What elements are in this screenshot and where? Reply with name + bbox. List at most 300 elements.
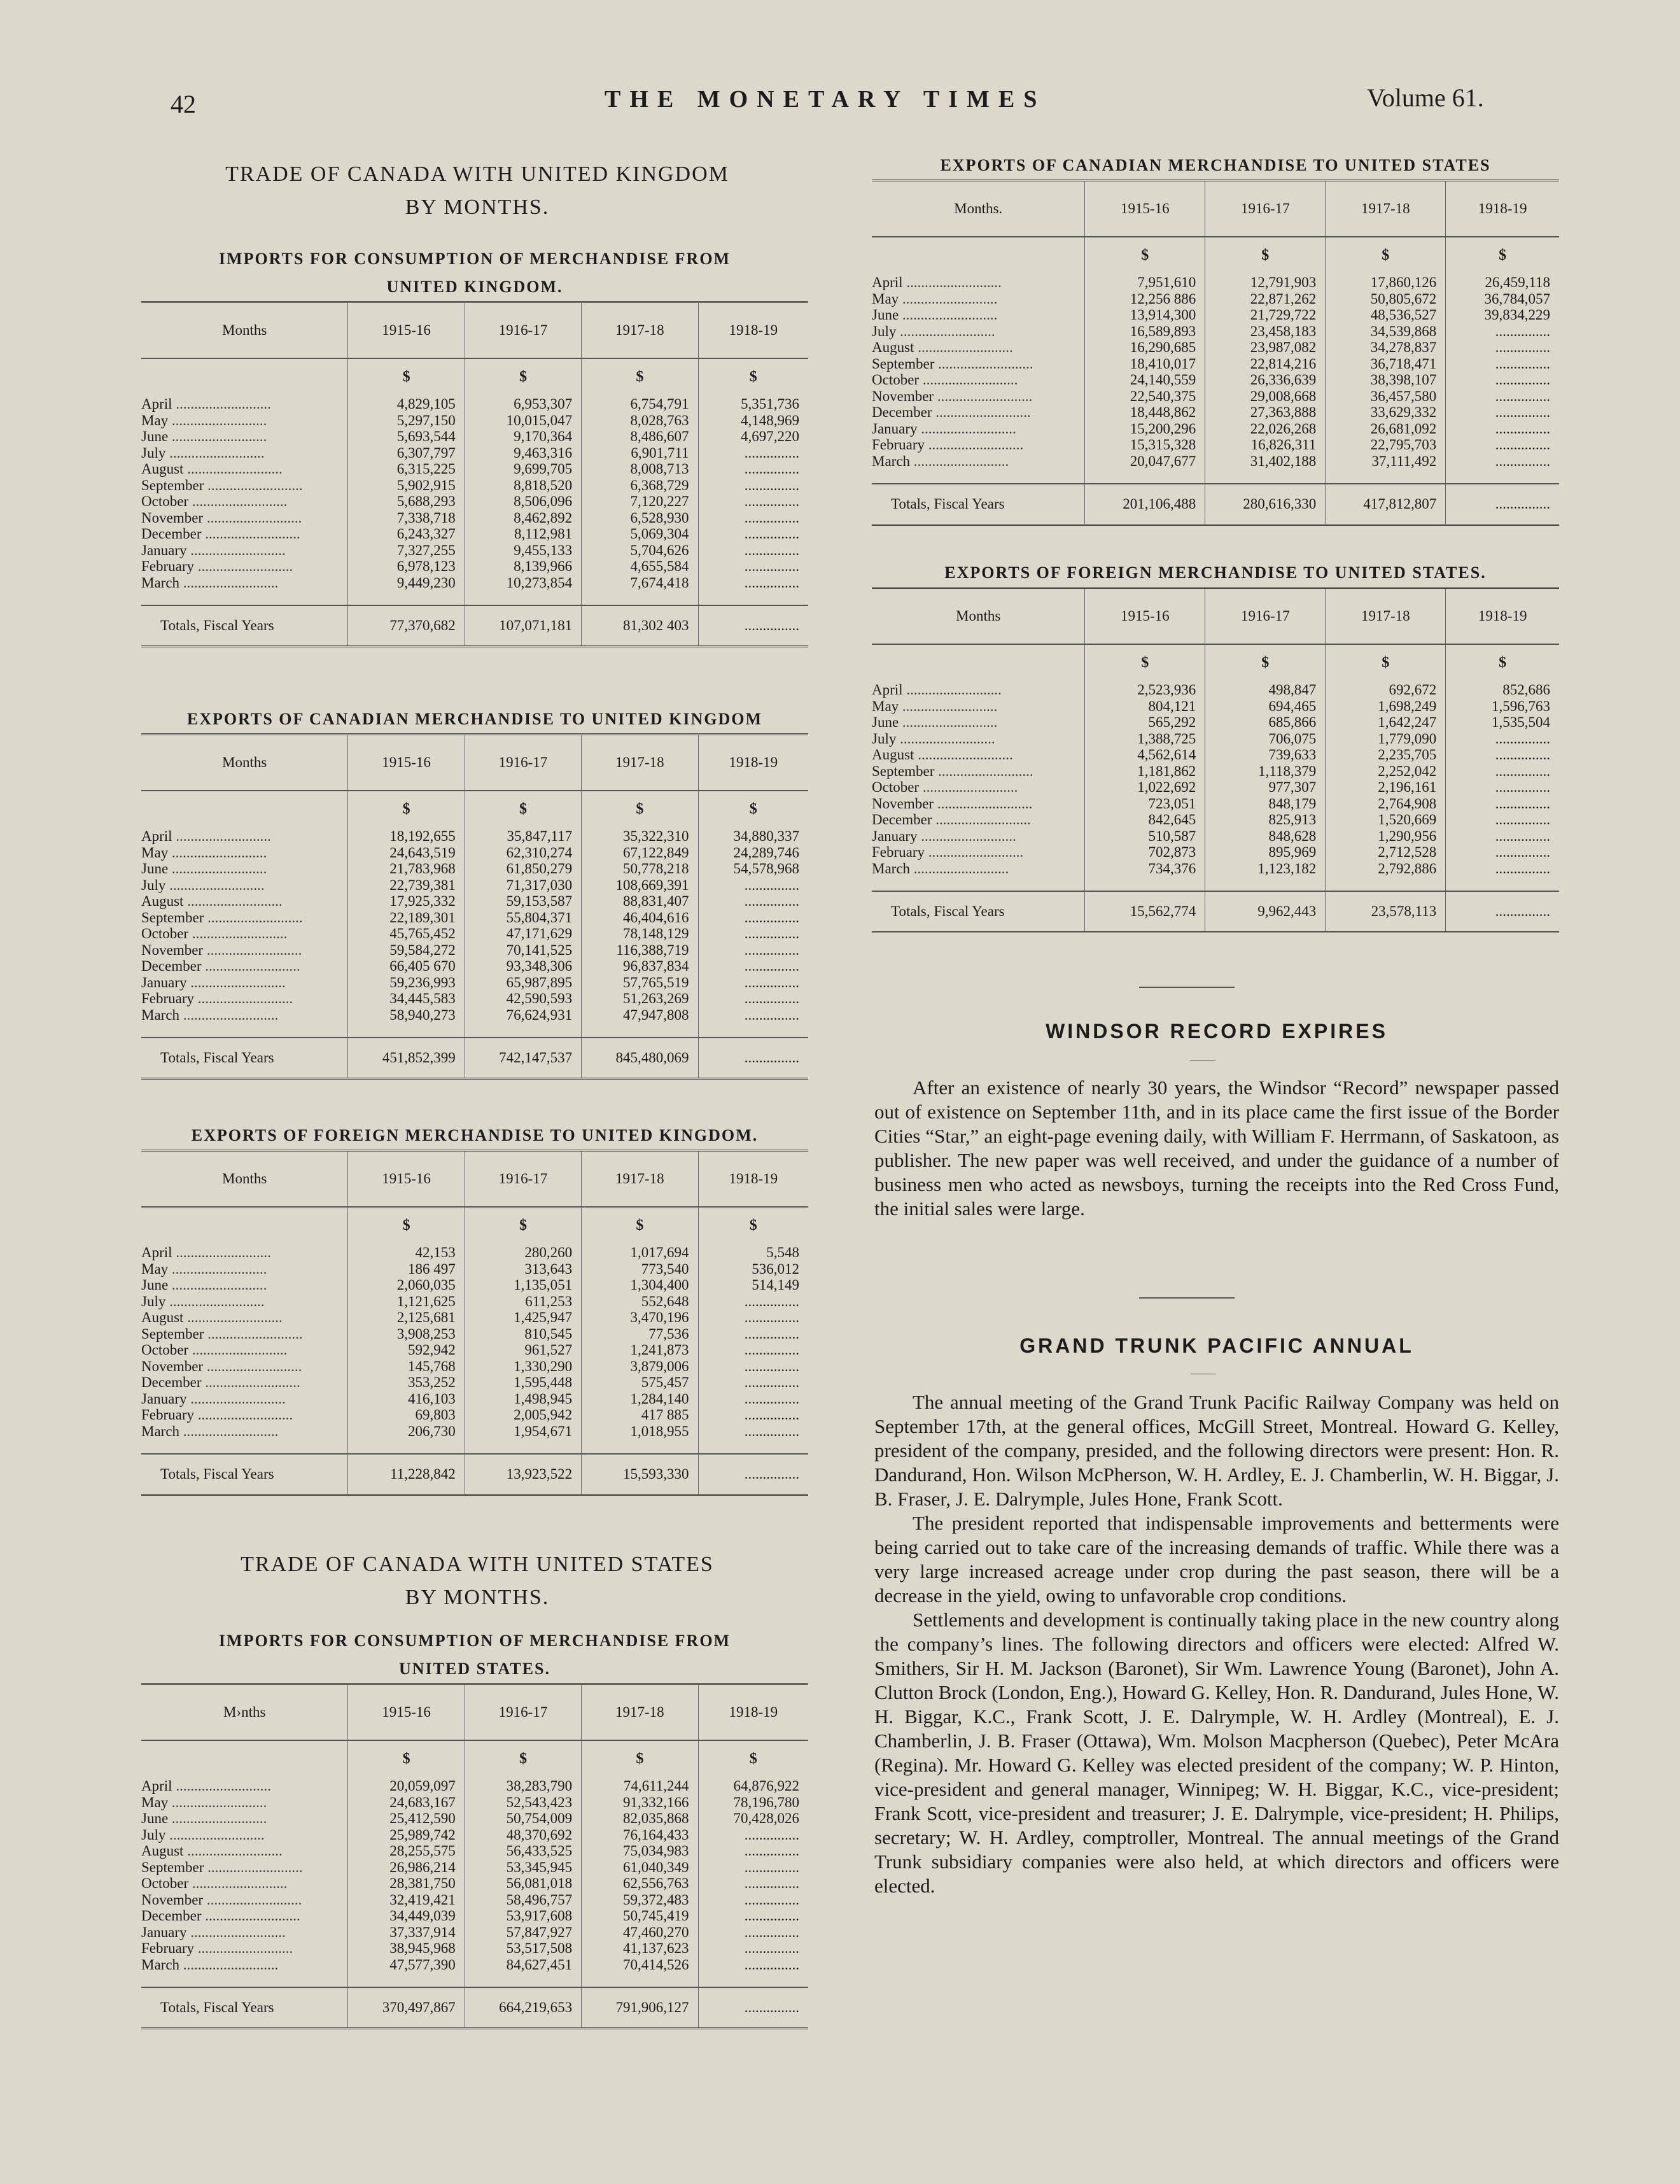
table-row (141, 1309, 808, 1326)
column-header: 1917-18 (582, 1684, 698, 1741)
us-section-title-line2: BY MONTHS. (405, 1586, 550, 1609)
month-cell (141, 493, 348, 510)
value-cell: 47,577,390 (348, 1957, 465, 1973)
month-label: February (141, 990, 195, 1006)
value-cell: ............... (1446, 796, 1559, 812)
month-label: July (141, 444, 166, 461)
month-cell (141, 428, 348, 445)
month-cell (141, 1358, 348, 1375)
total-value-cell: ............... (698, 605, 808, 647)
value-cell: ............... (1446, 323, 1559, 340)
value-cell: 702,873 (1085, 844, 1205, 861)
value-cell: 26,681,092 (1326, 421, 1446, 437)
value-cell: 9,463,316 (465, 445, 581, 461)
value-cell: ............... (698, 1326, 808, 1342)
month-cell (141, 877, 348, 894)
windsor-heading: WINDSOR RECORD EXPIRES (1046, 1020, 1388, 1043)
month-cell (141, 828, 348, 845)
currency-row (141, 358, 808, 396)
currency-symbol: $ (1446, 237, 1559, 274)
value-cell: 55,804,371 (465, 910, 581, 926)
month-cell (141, 1261, 348, 1278)
value-cell: 6,307,797 (348, 445, 465, 461)
value-cell: 4,697,220 (698, 428, 808, 445)
value-cell: 2,252,042 (1326, 763, 1446, 780)
month-label: June (141, 1277, 169, 1293)
month-cell (141, 910, 348, 926)
month-cell (872, 812, 1085, 828)
table-row (141, 942, 808, 959)
month-cell (141, 942, 348, 959)
value-cell: 37,111,492 (1326, 453, 1446, 470)
value-cell: 694,465 (1205, 698, 1326, 715)
value-cell: 1,017,694 (582, 1244, 698, 1261)
value-cell: 7,338,718 (348, 510, 465, 526)
leader-dots: .......................... (172, 828, 271, 844)
value-cell: 12,791,903 (1205, 274, 1326, 291)
leader-dots: .......................... (899, 698, 998, 714)
column-header: 1916-17 (1205, 181, 1326, 237)
value-cell: ............... (698, 1908, 808, 1924)
value-cell: 773,540 (582, 1261, 698, 1278)
currency-symbol: $ (582, 358, 698, 396)
table-row (141, 1892, 808, 1908)
month-cell (872, 339, 1085, 356)
month-label: January (872, 420, 918, 437)
currency-symbol: $ (582, 791, 698, 828)
leader-dots: .......................... (165, 1293, 265, 1309)
month-cell (872, 437, 1085, 453)
value-cell: 5,297,150 (348, 412, 465, 429)
month-cell (141, 1940, 348, 1957)
currency-symbol: $ (698, 358, 808, 396)
month-label: March (141, 574, 180, 591)
month-label: April (872, 682, 903, 698)
value-cell: ............... (698, 1940, 808, 1957)
value-cell: 50,778,218 (582, 861, 698, 877)
currency-symbol: $ (465, 1740, 581, 1778)
value-cell: 34,449,039 (348, 1908, 465, 1924)
leader-dots: .......................... (168, 1810, 267, 1826)
leader-dots: .......................... (168, 1794, 267, 1810)
value-cell: ............... (698, 975, 808, 991)
month-cell (141, 1859, 348, 1876)
value-cell: 69,803 (348, 1407, 465, 1423)
value-cell: 417 885 (582, 1407, 698, 1423)
value-cell: 15,315,328 (1085, 437, 1205, 453)
data-table (141, 301, 808, 647)
leader-dots: .......................... (183, 1843, 283, 1859)
month-cell (141, 1374, 348, 1391)
value-cell: 29,008,668 (1205, 388, 1326, 405)
table-row (872, 453, 1559, 470)
month-cell (872, 274, 1085, 291)
value-cell: ............... (698, 1924, 808, 1941)
page-number: 42 (171, 90, 196, 118)
column-header: 1915-16 (348, 1151, 465, 1208)
column-header: 1918-19 (698, 1684, 808, 1741)
month-label: August (141, 893, 184, 909)
month-cell (141, 1827, 348, 1843)
total-value-cell: 845,480,069 (582, 1038, 698, 1079)
leader-dots: .......................... (183, 893, 283, 909)
value-cell: ............... (698, 1309, 808, 1326)
value-cell: 1,121,625 (348, 1293, 465, 1310)
value-cell: ............... (698, 942, 808, 959)
table-header-row (872, 181, 1559, 237)
leader-dots: .......................... (910, 860, 1009, 877)
value-cell: 28,255,575 (348, 1843, 465, 1859)
table-row (872, 763, 1559, 780)
table-row (141, 975, 808, 991)
month-cell (141, 510, 348, 526)
value-cell: 961,527 (465, 1342, 581, 1358)
column-header: 1917-18 (582, 1151, 698, 1208)
value-cell: 313,643 (465, 1261, 581, 1278)
table-title-line1: EXPORTS OF FOREIGN MERCHANDISE TO UNITED KINGDOM. (191, 1126, 759, 1145)
table-row (141, 1277, 808, 1293)
table-row (141, 877, 808, 894)
leader-dots: .......................... (179, 1423, 279, 1439)
table-row (872, 437, 1559, 453)
leader-dots: .......................... (914, 339, 1013, 355)
value-cell: ............... (698, 1391, 808, 1407)
month-label: October (872, 779, 920, 795)
total-value-cell: ............... (698, 1038, 808, 1079)
month-cell (141, 1342, 348, 1358)
month-label: October (141, 926, 189, 941)
leader-dots: .......................... (168, 428, 267, 444)
column-header: 1918-19 (698, 302, 808, 359)
currency-symbol: $ (348, 1740, 465, 1778)
value-cell: 16,826,311 (1205, 437, 1326, 453)
value-cell: 22,814,216 (1205, 356, 1326, 372)
leader-dots: .......................... (932, 404, 1031, 420)
value-cell: 59,372,483 (582, 1892, 698, 1908)
column-header: M›nths (141, 1684, 348, 1741)
table-row (872, 698, 1559, 715)
data-table (141, 1683, 808, 2029)
value-cell: 1,181,862 (1085, 763, 1205, 780)
table-row (141, 1859, 808, 1876)
month-label: September (141, 477, 204, 493)
value-cell: 38,283,790 (465, 1778, 581, 1794)
value-cell: 50,745,419 (582, 1908, 698, 1924)
table-row (872, 274, 1559, 291)
column-header: Months (141, 735, 348, 791)
month-cell (141, 1957, 348, 1973)
month-label: November (141, 509, 204, 526)
value-cell: 22,795,703 (1326, 437, 1446, 453)
value-cell: 56,433,525 (465, 1843, 581, 1859)
value-cell: 9,449,230 (348, 575, 465, 591)
currency-symbol: $ (698, 1207, 808, 1244)
month-label: April (141, 396, 172, 412)
value-cell: 47,947,808 (582, 1007, 698, 1024)
table-row (141, 428, 808, 445)
table-title (872, 151, 1559, 180)
month-label: November (141, 1891, 204, 1908)
value-cell: 78,148,129 (582, 926, 698, 942)
totals-row (872, 891, 1559, 933)
table-row (141, 1391, 808, 1407)
month-label: November (872, 388, 934, 404)
month-label: July (141, 1293, 166, 1309)
uk-section-title (140, 158, 815, 224)
column-header: 1915-16 (1085, 588, 1205, 645)
value-cell: 38,945,968 (348, 1940, 465, 1957)
value-cell: 5,548 (698, 1244, 808, 1261)
table-title-line1: EXPORTS OF CANADIAN MERCHANDISE TO UNITED STATES (940, 156, 1491, 174)
month-cell (141, 1391, 348, 1407)
month-cell (872, 763, 1085, 780)
leader-dots: .......................... (201, 958, 300, 974)
value-cell: 31,402,188 (1205, 453, 1326, 470)
table-row (872, 682, 1559, 698)
month-label: February (141, 1407, 195, 1423)
value-cell: ............... (1446, 404, 1559, 421)
value-cell: 3,879,006 (582, 1358, 698, 1375)
month-cell (141, 1423, 348, 1440)
column-header: 1918-19 (1446, 181, 1559, 237)
month-label: May (141, 412, 169, 428)
month-cell (141, 461, 348, 477)
value-cell: 51,263,269 (582, 990, 698, 1007)
value-cell: 2,523,936 (1085, 682, 1205, 698)
column-header: Months. (872, 181, 1085, 237)
table-cell (141, 1740, 348, 1778)
table-row (141, 558, 808, 575)
table-spacer (141, 1973, 808, 1987)
value-cell: 7,951,610 (1085, 274, 1205, 291)
total-value-cell: 81,302 403 (582, 605, 698, 647)
value-cell: 514,149 (698, 1277, 808, 1293)
value-cell: 34,539,868 (1326, 323, 1446, 340)
month-label: December (872, 404, 932, 420)
value-cell: 5,902,915 (348, 477, 465, 494)
value-cell: ............... (698, 1859, 808, 1876)
us-section-title (140, 1548, 815, 1614)
table-header-row (141, 302, 808, 359)
value-cell: 575,457 (582, 1374, 698, 1391)
value-cell: 22,026,268 (1205, 421, 1326, 437)
value-cell: 1,698,249 (1326, 698, 1446, 715)
value-cell: ............... (698, 1407, 808, 1423)
us-exports-canadian-block (872, 151, 1559, 526)
value-cell: 52,543,423 (465, 1794, 581, 1811)
total-value-cell: 280,616,330 (1205, 484, 1326, 525)
value-cell: 186 497 (348, 1261, 465, 1278)
month-label: October (141, 1342, 189, 1358)
value-cell: 25,989,742 (348, 1827, 465, 1843)
article-paragraph: After an existence of nearly 30 years, the Windsor “Record” newspaper passed out of existence on September 11th, and in its place came the first issue of the Border Cities “Star,” an eight-page evening daily, with William F. Herrmann, of Saskatoon, as publisher. The new paper was well received, and under the guidance of a number of business men who acted as newsboys, turning the receipts into the Red Cross Fund, the initial sales were large. (874, 1076, 1559, 1220)
leader-dots: .......................... (194, 990, 293, 1006)
value-cell: 6,978,123 (348, 558, 465, 575)
table-row (141, 461, 808, 477)
leader-dots: .......................... (204, 1325, 303, 1342)
month-label: July (141, 877, 166, 893)
table-row (872, 714, 1559, 731)
table-row (141, 1794, 808, 1811)
value-cell: 78,196,780 (698, 1794, 808, 1811)
us-section-title-line1: TRADE OF CANADA WITH UNITED STATES (241, 1553, 714, 1576)
publication-title: THE MONETARY TIMES (605, 86, 1046, 113)
value-cell: 810,545 (465, 1326, 581, 1342)
value-cell: 96,837,834 (582, 958, 698, 975)
leader-dots: .......................... (899, 290, 998, 307)
value-cell: 977,307 (1205, 779, 1326, 796)
leader-dots: .......................... (188, 493, 288, 509)
uk-section-title-line1: TRADE OF CANADA WITH UNITED KINGDOM (225, 162, 729, 186)
table-row (141, 510, 808, 526)
value-cell: 75,034,983 (582, 1843, 698, 1859)
table-spacer (872, 469, 1559, 484)
month-label: March (872, 453, 911, 469)
value-cell: 62,556,763 (582, 1875, 698, 1892)
month-cell (141, 893, 348, 910)
value-cell: ............... (1446, 828, 1559, 845)
value-cell: 71,317,030 (465, 877, 581, 894)
table-cell (141, 791, 348, 828)
table-row (141, 1326, 808, 1342)
month-label: January (872, 828, 918, 844)
leader-dots: .......................... (910, 453, 1009, 469)
value-cell: 536,012 (698, 1261, 808, 1278)
gtp-heading: GRAND TRUNK PACIFIC ANNUAL (1019, 1334, 1414, 1357)
table-row (872, 372, 1559, 388)
value-cell: ............... (698, 1358, 808, 1375)
month-cell (141, 526, 348, 542)
value-cell: 70,141,525 (465, 942, 581, 959)
table-row (141, 1423, 808, 1440)
table-row (141, 1940, 808, 1957)
value-cell: ............... (698, 958, 808, 975)
value-cell: 6,243,327 (348, 526, 465, 542)
leader-dots: .......................... (179, 1006, 279, 1023)
total-value-cell: 77,370,682 (348, 605, 465, 647)
total-value-cell: 201,106,488 (1085, 484, 1205, 525)
month-label: March (141, 1006, 180, 1023)
total-value-cell: 15,562,774 (1085, 891, 1205, 933)
table-title-line2: UNITED KINGDOM. (386, 278, 563, 296)
value-cell: 116,388,719 (582, 942, 698, 959)
value-cell: 16,589,893 (1085, 323, 1205, 340)
value-cell: 739,633 (1205, 747, 1326, 763)
value-cell: 1,642,247 (1326, 714, 1446, 731)
column-header: 1917-18 (1326, 181, 1446, 237)
value-cell: 45,765,452 (348, 926, 465, 942)
totals-label: Totals, Fiscal Years (141, 1454, 348, 1495)
month-cell (141, 445, 348, 461)
value-cell: ............... (698, 1875, 808, 1892)
month-label: August (141, 1309, 184, 1325)
currency-symbol: $ (582, 1740, 698, 1778)
value-cell: 108,669,391 (582, 877, 698, 894)
value-cell: ............... (698, 990, 808, 1007)
value-cell: 611,253 (465, 1293, 581, 1310)
leader-dots: .......................... (902, 682, 1002, 698)
value-cell: 82,035,868 (582, 1810, 698, 1827)
month-label: November (141, 941, 204, 958)
month-cell (141, 1843, 348, 1859)
value-cell: 34,445,583 (348, 990, 465, 1007)
value-cell: 67,122,849 (582, 845, 698, 861)
value-cell: 22,540,375 (1085, 388, 1205, 405)
value-cell: 59,236,993 (348, 975, 465, 991)
value-cell: ............... (698, 1374, 808, 1391)
value-cell: ............... (1446, 844, 1559, 861)
value-cell: 4,655,584 (582, 558, 698, 575)
article-paragraph: The annual meeting of the Grand Trunk Pacific Railway Company was held on September 17th, at the general offices, McGill Street, Montreal. Howard G. Kelley, president of the company, presided, and the following directors were present: Hon. R. Dandurand, Hon. Wilson McPherson, W. H. Ardley, E. J. Chamberlin, W. H. Biggar, J. B. Fraser, J. E. Dalrymple, Jules Hone, Frank Scott. (874, 1391, 1559, 1510)
value-cell: 145,768 (348, 1358, 465, 1375)
value-cell: 22,871,262 (1205, 291, 1326, 307)
month-cell (872, 453, 1085, 470)
value-cell: 84,627,451 (465, 1957, 581, 1973)
table-row (872, 421, 1559, 437)
value-cell: 15,200,296 (1085, 421, 1205, 437)
month-cell (872, 747, 1085, 763)
leader-dots: .......................... (932, 812, 1031, 828)
value-cell: 18,410,017 (1085, 356, 1205, 372)
value-cell: 848,628 (1205, 828, 1326, 845)
table-title-line1: EXPORTS OF CANADIAN MERCHANDISE TO UNITED KINGDOM (186, 710, 763, 728)
leader-dots: .......................... (896, 730, 995, 747)
table-row (141, 845, 808, 861)
value-cell: 22,189,301 (348, 910, 465, 926)
table-row (872, 812, 1559, 828)
value-cell: 1,018,955 (582, 1423, 698, 1440)
table-header-row (141, 1151, 808, 1208)
value-cell: 5,693,544 (348, 428, 465, 445)
table-title-line1: EXPORTS OF FOREIGN MERCHANDISE TO UNITED STATES. (944, 563, 1487, 582)
month-label: December (141, 958, 202, 974)
value-cell: 1,779,090 (1326, 731, 1446, 747)
leader-dots: .......................... (204, 477, 303, 493)
month-cell (141, 1277, 348, 1293)
total-value-cell: ............... (698, 1454, 808, 1495)
total-value-cell: 791,906,127 (582, 1987, 698, 2029)
value-cell: ............... (698, 1892, 808, 1908)
table-cell (872, 644, 1085, 682)
table-row (872, 861, 1559, 877)
table-row (141, 1957, 808, 1973)
table-row (141, 861, 808, 877)
value-cell: ............... (1446, 372, 1559, 388)
month-cell (872, 796, 1085, 812)
month-label: June (872, 307, 899, 323)
table-row (872, 323, 1559, 340)
month-cell (141, 1778, 348, 1794)
column-header: 1918-19 (698, 735, 808, 791)
month-label: April (872, 274, 903, 290)
month-cell (141, 1407, 348, 1423)
value-cell: 2,764,908 (1326, 796, 1446, 812)
value-cell: 8,486,607 (582, 428, 698, 445)
value-cell: ............... (698, 461, 808, 477)
value-cell: 5,704,626 (582, 542, 698, 559)
leader-dots: .......................... (168, 1277, 267, 1293)
month-label: July (872, 730, 897, 747)
currency-symbol: $ (1326, 644, 1446, 682)
column-header: 1916-17 (1205, 588, 1326, 645)
value-cell: 4,829,105 (348, 396, 465, 412)
total-value-cell: 451,852,399 (348, 1038, 465, 1079)
value-cell: 24,289,746 (698, 845, 808, 861)
leader-dots: .......................... (204, 909, 303, 926)
value-cell: 2,235,705 (1326, 747, 1446, 763)
value-cell: ............... (698, 445, 808, 461)
article-paragraph: Settlements and development is continually taking place in the new country along the company’s lines. The following directors and officers were elected: Alfred W. Smithers, Sir H. M. Jackson (Baronet), Sir Wm. Lawrence Young (Baronet), John A. Clutton Brock (London, Eng.), Howard G. Kelley, Hon. R. Dandurand, Jules Hone, W. H. Biggar, K.C., Frank Scott, J. E. Dalrymple, W. H. Ardley (Montreal), E. J. Chamberlin, J. B. Fraser (Ottawa), Wm. Molson Macpherson (Quebec), Peter McAra (Regina). Mr. Howard G. Kelley was elected president of the company; W. P. Hinton, vice-president and general manager, Winnipeg; W. H. Biggar, K.C., vice-president; Frank Scott, vice-president and treasurer; J. E. Dalrymple, vice-president; H. Philips, secretary; W. H. Ardley, comptroller, Montreal. The annual meetings of the Grand Trunk subsidiary companies were also held, at which directors and officers were elected. (874, 1609, 1559, 1897)
